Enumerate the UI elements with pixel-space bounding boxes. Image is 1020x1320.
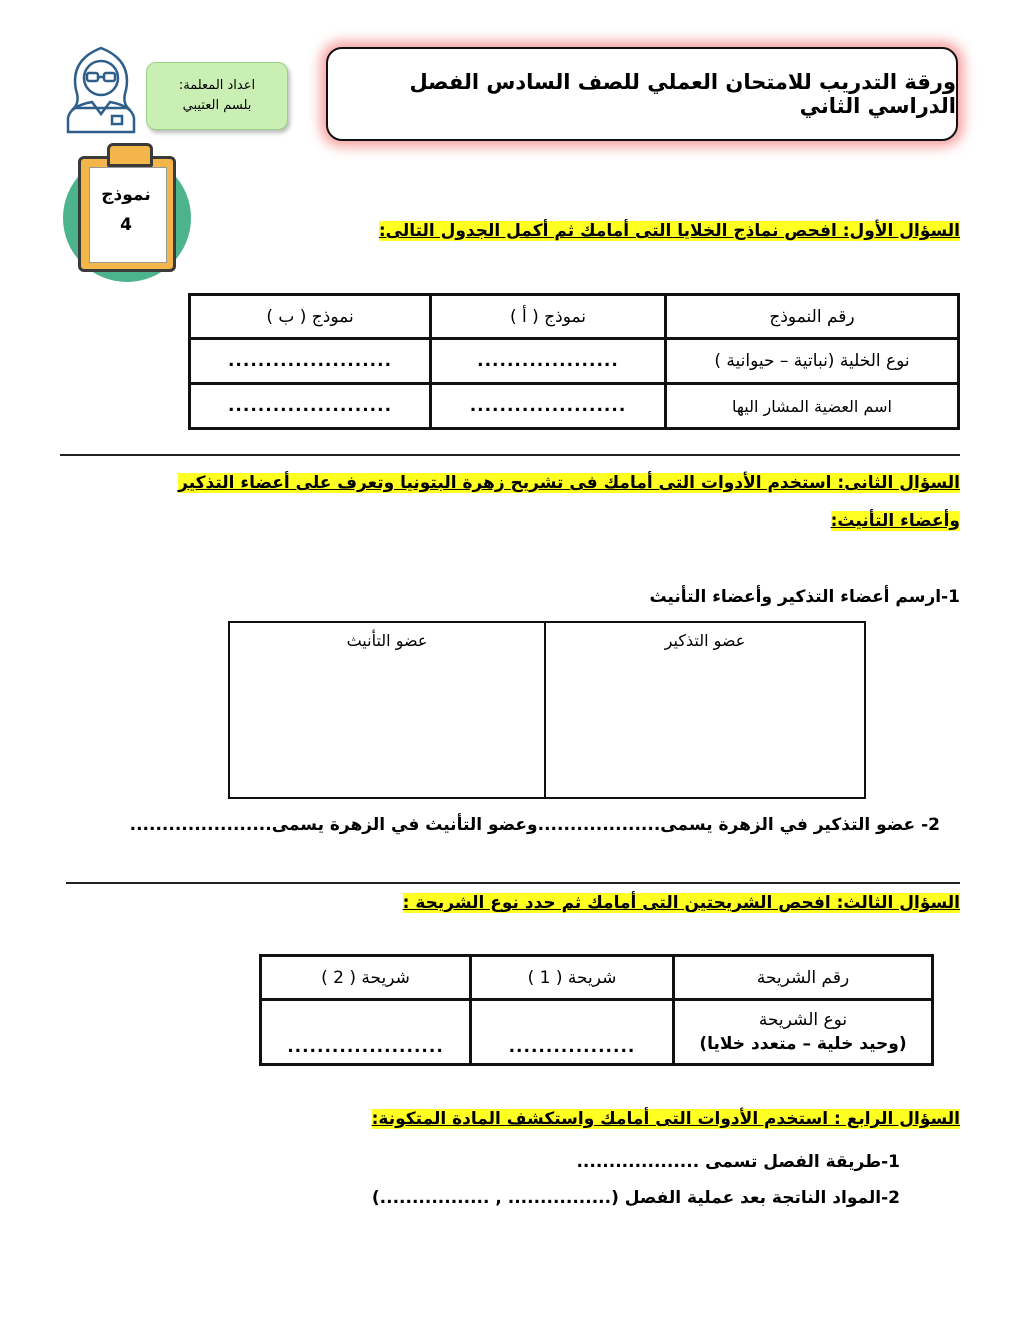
q2-heading-line1: السؤال الثانى: استخدم الأدوات التى أمامك فى تشريح زهرة البتونيا وتعرف على أعضاء التذكير [178,473,960,493]
teacher-name: بلسم العتيبي [182,98,252,113]
teacher-avatar-icon [62,42,140,134]
q3-heading-wrap [403,884,960,922]
teacher-label: اعداد المعلمة: [178,78,256,93]
q1-row2-b[interactable]: ...................... [190,384,431,429]
q1-row1-b[interactable]: ...................... [190,339,431,384]
page-title: ورقة التدريب للامتحان العملي للصف السادس الفصل الدراسي الثاني [326,47,958,141]
q3-col-1: شريحة ( 1 ) [471,956,674,1000]
separator-1 [60,454,960,456]
male-organ-label: عضو التذكير [664,631,746,650]
model-number: 4 [120,215,132,235]
q1-heading-wrap [379,212,960,250]
q1-col-label: رقم النموذج [666,295,959,339]
female-organ-cell[interactable] [229,622,545,798]
q3-row1-1[interactable]: ................. [471,1000,674,1065]
teacher-info-box [146,62,288,130]
q2-item2[interactable]: 2- عضو التذكير في الزهرة يسمى...................وعضو التأنيث في الزهرة يسمى...................... [129,815,940,835]
q2-heading-line2: وأعضاء التأنيث: [830,511,960,531]
q3-row1-label-1: نوع الشريحة [758,1010,848,1031]
q3-table [259,954,934,1066]
q1-heading: السؤال الأول: افحص نماذج الخلايا التى أمامك ثم أكمل الجدول التالى: [378,221,960,241]
q3-heading: السؤال الثالث: افحص الشريحتين التى أمامك ثم حدد نوع الشريحة : [402,893,960,913]
q1-row2-a[interactable]: ..................... [431,384,666,429]
model-label-block [86,180,166,240]
q3-col-label: رقم الشريحة [674,956,933,1000]
q3-col-2: شريحة ( 2 ) [261,956,471,1000]
female-organ-label: عضو التأنيث [346,631,428,650]
q3-row1-2[interactable]: ..................... [261,1000,471,1065]
q3-row1-label [674,1000,933,1065]
model-label: نموذج [101,185,151,205]
q2-item1: 1-ارسم أعضاء التذكير وأعضاء التأنيث [649,587,960,607]
q4-item2[interactable]: 2-المواد الناتجة بعد عملية الفصل (................ , .................) [371,1188,900,1208]
q1-table [188,293,960,430]
q4-item1[interactable]: 1-طريقة الفصل تسمى ................... [576,1152,900,1172]
q2-heading-wrap [100,464,960,540]
q3-row1-label-2: (وحيد خلية – متعدد خلايا) [699,1034,907,1055]
q1-row1-label: نوع الخلية (نباتية – حيوانية ) [666,339,959,384]
q1-row1-a[interactable]: ................... [431,339,666,384]
q1-col-a: نموذج ( أ ) [431,295,666,339]
q4-heading-wrap [372,1100,960,1138]
q2-drawing-table [228,621,866,799]
male-organ-cell[interactable] [545,622,865,798]
q1-col-b: نموذج ( ب ) [190,295,431,339]
q1-row2-label: اسم العضية المشار اليها [666,384,959,429]
q4-heading: السؤال الرابع : استخدم الأدوات التى أمامك واستكشف المادة المتكونة: [371,1109,960,1129]
